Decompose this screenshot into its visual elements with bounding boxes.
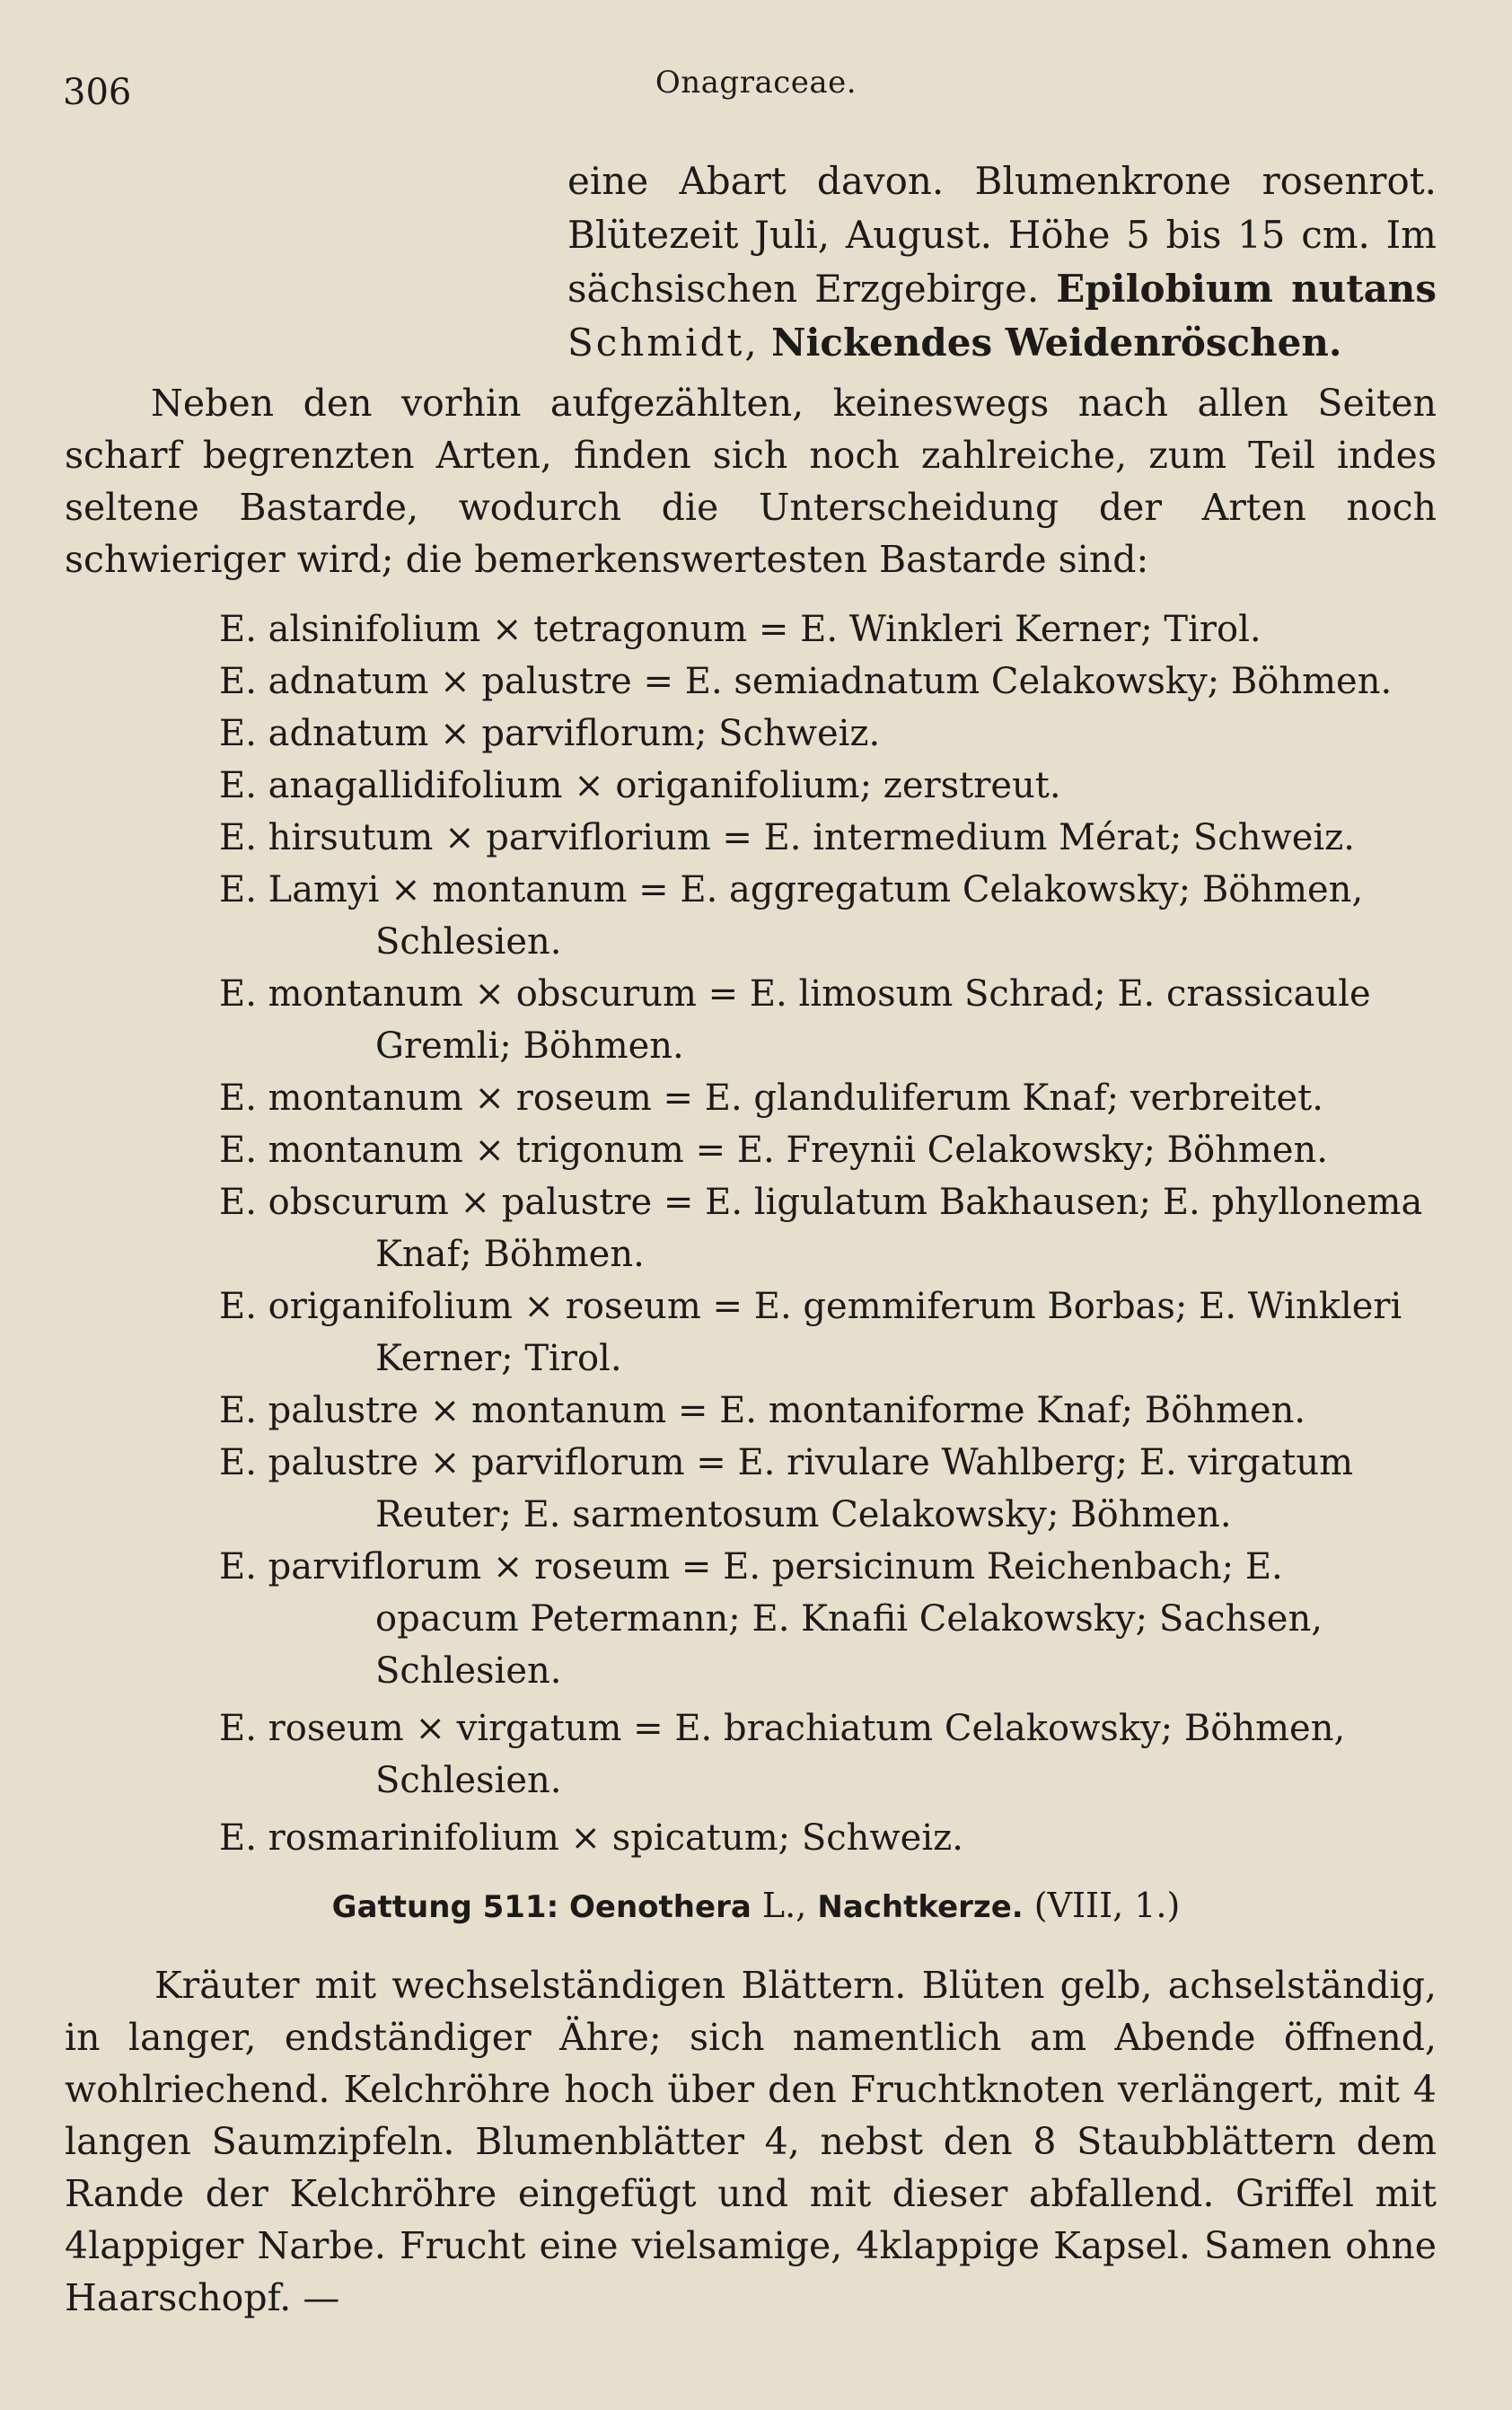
genus-class-ref: (VIII, 1.) bbox=[1033, 1886, 1181, 1925]
page-number: 306 bbox=[63, 72, 132, 113]
intro-paragraph: Neben den vorhin aufgezählten, keineswegs nach allen Seiten scharf begrenzten Arten, finden sich noch zahlreiche, zum Teil indes seltene Bastarde, wodurch die Unterscheidung der Arten noch schwieriger wird; die bemerkenswertesten Bastarde sind: bbox=[65, 382, 1437, 581]
hybrid-entry: E. roseum × virgatum = E. brachiatum Celakowsky; Böhmen, Schlesien. bbox=[219, 1708, 1346, 1801]
running-head: Onagraceae. bbox=[655, 65, 857, 101]
hybrid-entry: E. adnatum × palustre = E. semiadnatum Celakowsky; Böhmen. bbox=[219, 661, 1393, 702]
genus-author: L., bbox=[761, 1886, 807, 1925]
hybrid-entry: E. parviflorum × roseum = E. persicinum Reichenbach; E. opacum Petermann; E. Knafii Celakowsky; Sachsen, Schlesien. bbox=[219, 1546, 1323, 1692]
hybrid-entry: E. palustre × parviflorum = E. rivulare Wahlberg; E. virgatum Reuter; E. sarmentosum Celakowsky; Böhmen. bbox=[219, 1442, 1354, 1535]
hybrid-entry: E. obscurum × palustre = E. ligulatum Bakhausen; E. phyllonema Knaf; Böhmen. bbox=[219, 1182, 1423, 1275]
genus-description: Kräuter mit wechselständigen Blättern. Blüten gelb, achselständig, in langer, endständiger Ähre; sich namentlich am Abende öffnend, wohlriechend. Kelchröhre hoch über den Fruchtknoten verlängert, mit 4 langen Saumzipfeln. Blumenblätter 4, nebst den 8 Staubblättern dem Rande der Kelchröhre eingefügt und mit dieser abfallend. Griffel mit 4lappiger Narbe. Frucht eine vielsamige, 4klappige Kapsel. Samen ohne Haarschopf. — bbox=[65, 1964, 1437, 2319]
hybrid-entry: E. montanum × roseum = E. glanduliferum Knaf; verbreitet. bbox=[219, 1077, 1323, 1119]
hybrid-entry: E. palustre × montanum = E. montaniforme Knaf; Böhmen. bbox=[219, 1390, 1306, 1431]
species-author: Schmidt, bbox=[567, 321, 760, 365]
hybrid-entry: E. adnatum × parviflorum; Schweiz. bbox=[219, 713, 881, 754]
genus-title: Gattung 511: Oenothera bbox=[331, 1889, 752, 1925]
hybrid-entry: E. montanum × obscurum = E. limosum Schrad; E. crassicaule Gremli; Böhmen. bbox=[219, 973, 1371, 1067]
common-name: Nickendes Weidenröschen. bbox=[771, 321, 1342, 365]
hybrid-entry: E. hirsutum × parviflorium = E. intermedium Mérat; Schweiz. bbox=[219, 817, 1355, 858]
continuation-text: eine Abart davon. Blumenkrone rosenrot. Blütezeit Juli, August. Höhe 5 bis 15 cm. Im sächsischen Erzgebirge. bbox=[567, 159, 1437, 311]
genus-heading bbox=[0, 1886, 1512, 1925]
continuation-paragraph bbox=[567, 154, 1437, 370]
genus-common-name: Nachtkerze. bbox=[817, 1889, 1024, 1925]
hybrid-entry: E. alsinifolium × tetragonum = E. Winkleri Kerner; Tirol. bbox=[219, 609, 1261, 650]
hybrid-list bbox=[219, 603, 1437, 1864]
hybrid-entry: E. rosmarinifolium × spicatum; Schweiz. bbox=[219, 1817, 963, 1859]
species-name: Epilobium nutans bbox=[1056, 267, 1437, 311]
hybrid-entry: E. anagallidifolium × origanifolium; zerstreut. bbox=[219, 765, 1061, 806]
hybrid-entry: E. montanum × trigonum = E. Freynii Celakowsky; Böhmen. bbox=[219, 1130, 1328, 1171]
hybrid-entry: E. Lamyi × montanum = E. aggregatum Celakowsky; Böhmen, Schlesien. bbox=[219, 869, 1364, 963]
hybrid-entry: E. origanifolium × roseum = E. gemmiferum Borbas; E. Winkleri Kerner; Tirol. bbox=[219, 1286, 1402, 1379]
